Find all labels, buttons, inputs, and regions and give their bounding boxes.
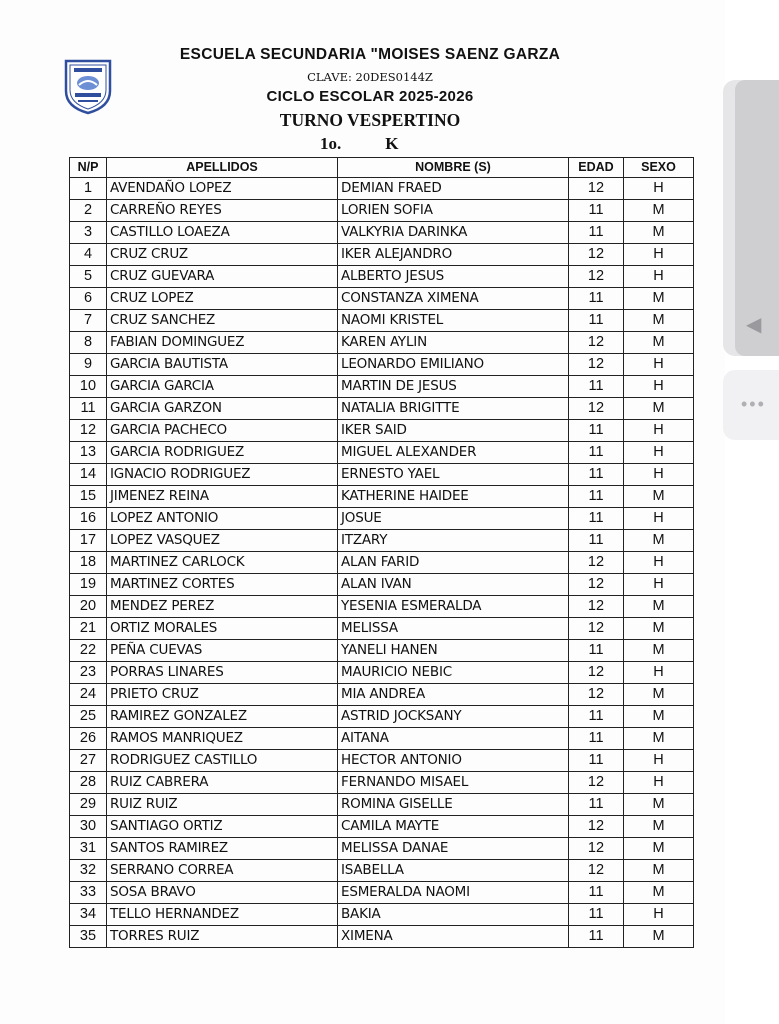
cell-edad: 11 bbox=[569, 508, 624, 530]
cell-np: 4 bbox=[70, 244, 107, 266]
cell-nombre: IKER ALEJANDRO bbox=[338, 244, 569, 266]
cell-nombre: KATHERINE HAIDEE bbox=[338, 486, 569, 508]
cell-edad: 12 bbox=[569, 552, 624, 574]
cell-edad: 12 bbox=[569, 266, 624, 288]
table-row bbox=[70, 662, 694, 684]
cell-sexo: M bbox=[624, 618, 694, 640]
cell-sexo: H bbox=[624, 508, 694, 530]
table-row bbox=[70, 332, 694, 354]
cell-np: 28 bbox=[70, 772, 107, 794]
cell-sexo: M bbox=[624, 684, 694, 706]
table-row bbox=[70, 618, 694, 640]
cell-np: 7 bbox=[70, 310, 107, 332]
table-row bbox=[70, 486, 694, 508]
cell-nombre: LEONARDO EMILIANO bbox=[338, 354, 569, 376]
cell-sexo: M bbox=[624, 310, 694, 332]
cell-nombre: ESMERALDA NAOMI bbox=[338, 882, 569, 904]
cell-sexo: H bbox=[624, 266, 694, 288]
cell-edad: 12 bbox=[569, 596, 624, 618]
grade-label: 1o. bbox=[320, 134, 342, 153]
cell-apellidos: TORRES RUIZ bbox=[107, 926, 338, 948]
table-row bbox=[70, 508, 694, 530]
cell-edad: 11 bbox=[569, 926, 624, 948]
table-row bbox=[70, 860, 694, 882]
cell-np: 19 bbox=[70, 574, 107, 596]
more-icon: ••• bbox=[741, 394, 766, 414]
cell-edad: 11 bbox=[569, 200, 624, 222]
table-row bbox=[70, 376, 694, 398]
cell-apellidos: SANTIAGO ORTIZ bbox=[107, 816, 338, 838]
cell-sexo: M bbox=[624, 398, 694, 420]
table-row bbox=[70, 530, 694, 552]
cell-np: 25 bbox=[70, 706, 107, 728]
cell-np: 24 bbox=[70, 684, 107, 706]
cell-edad: 12 bbox=[569, 684, 624, 706]
table-row bbox=[70, 882, 694, 904]
cell-apellidos: LOPEZ ANTONIO bbox=[107, 508, 338, 530]
cell-sexo: H bbox=[624, 904, 694, 926]
cell-apellidos: PEÑA CUEVAS bbox=[107, 640, 338, 662]
cell-sexo: M bbox=[624, 596, 694, 618]
cell-apellidos: TELLO HERNANDEZ bbox=[107, 904, 338, 926]
cell-edad: 12 bbox=[569, 860, 624, 882]
cell-apellidos: CRUZ CRUZ bbox=[107, 244, 338, 266]
cell-nombre: MELISSA DANAE bbox=[338, 838, 569, 860]
cell-np: 22 bbox=[70, 640, 107, 662]
cell-edad: 11 bbox=[569, 750, 624, 772]
cell-nombre: MIA ANDREA bbox=[338, 684, 569, 706]
cell-apellidos: CRUZ SANCHEZ bbox=[107, 310, 338, 332]
cell-apellidos: CRUZ LOPEZ bbox=[107, 288, 338, 310]
cell-edad: 12 bbox=[569, 354, 624, 376]
cell-apellidos: RUIZ CABRERA bbox=[107, 772, 338, 794]
cell-nombre: NATALIA BRIGITTE bbox=[338, 398, 569, 420]
cell-edad: 11 bbox=[569, 882, 624, 904]
cell-np: 23 bbox=[70, 662, 107, 684]
cell-apellidos: RAMOS MANRIQUEZ bbox=[107, 728, 338, 750]
cell-edad: 11 bbox=[569, 288, 624, 310]
cell-nombre: ALAN FARID bbox=[338, 552, 569, 574]
cell-apellidos: AVENDAÑO LOPEZ bbox=[107, 178, 338, 200]
cell-np: 18 bbox=[70, 552, 107, 574]
cell-nombre: KAREN AYLIN bbox=[338, 332, 569, 354]
cell-edad: 12 bbox=[569, 178, 624, 200]
cell-sexo: H bbox=[624, 772, 694, 794]
cell-apellidos: MENDEZ PEREZ bbox=[107, 596, 338, 618]
cell-apellidos: GARCIA GARZON bbox=[107, 398, 338, 420]
table-row bbox=[70, 464, 694, 486]
cell-sexo: M bbox=[624, 288, 694, 310]
cell-np: 17 bbox=[70, 530, 107, 552]
cell-edad: 11 bbox=[569, 464, 624, 486]
table-row bbox=[70, 552, 694, 574]
cell-sexo: M bbox=[624, 640, 694, 662]
cell-np: 29 bbox=[70, 794, 107, 816]
cell-nombre: YANELI HANEN bbox=[338, 640, 569, 662]
cell-edad: 11 bbox=[569, 706, 624, 728]
cell-np: 20 bbox=[70, 596, 107, 618]
cell-sexo: H bbox=[624, 574, 694, 596]
speaker-icon[interactable]: ◀ bbox=[746, 314, 762, 336]
table-row bbox=[70, 354, 694, 376]
cell-apellidos: LOPEZ VASQUEZ bbox=[107, 530, 338, 552]
cell-sexo: M bbox=[624, 838, 694, 860]
cell-sexo: H bbox=[624, 662, 694, 684]
cell-edad: 12 bbox=[569, 244, 624, 266]
table-row bbox=[70, 728, 694, 750]
table-row bbox=[70, 442, 694, 464]
cell-edad: 12 bbox=[569, 332, 624, 354]
cell-np: 16 bbox=[70, 508, 107, 530]
column-header-edad: EDAD bbox=[569, 158, 624, 178]
cell-apellidos: IGNACIO RODRIGUEZ bbox=[107, 464, 338, 486]
cell-sexo: M bbox=[624, 530, 694, 552]
cell-nombre: MIGUEL ALEXANDER bbox=[338, 442, 569, 464]
table-row bbox=[70, 706, 694, 728]
cell-edad: 11 bbox=[569, 486, 624, 508]
cell-apellidos: PRIETO CRUZ bbox=[107, 684, 338, 706]
cell-sexo: M bbox=[624, 222, 694, 244]
cell-np: 27 bbox=[70, 750, 107, 772]
column-header-nombre: NOMBRE (S) bbox=[338, 158, 569, 178]
table-row bbox=[70, 244, 694, 266]
cell-nombre: CAMILA MAYTE bbox=[338, 816, 569, 838]
cell-sexo: M bbox=[624, 486, 694, 508]
table-row bbox=[70, 266, 694, 288]
cell-np: 11 bbox=[70, 398, 107, 420]
cell-nombre: ERNESTO YAEL bbox=[338, 464, 569, 486]
table-row bbox=[70, 816, 694, 838]
cell-np: 15 bbox=[70, 486, 107, 508]
table-row bbox=[70, 288, 694, 310]
cell-sexo: M bbox=[624, 882, 694, 904]
cell-apellidos: PORRAS LINARES bbox=[107, 662, 338, 684]
cell-nombre: MELISSA bbox=[338, 618, 569, 640]
cell-nombre: NAOMI KRISTEL bbox=[338, 310, 569, 332]
cell-apellidos: CASTILLO LOAEZA bbox=[107, 222, 338, 244]
cell-sexo: H bbox=[624, 244, 694, 266]
cell-apellidos: MARTINEZ CORTES bbox=[107, 574, 338, 596]
cell-nombre: LORIEN SOFIA bbox=[338, 200, 569, 222]
table-row bbox=[70, 904, 694, 926]
cell-nombre: FERNANDO MISAEL bbox=[338, 772, 569, 794]
student-roster-table bbox=[69, 157, 694, 948]
cell-apellidos: CRUZ GUEVARA bbox=[107, 266, 338, 288]
cell-apellidos: GARCIA PACHECO bbox=[107, 420, 338, 442]
cell-np: 31 bbox=[70, 838, 107, 860]
cell-sexo: M bbox=[624, 332, 694, 354]
cell-edad: 11 bbox=[569, 728, 624, 750]
cell-nombre: BAKIA bbox=[338, 904, 569, 926]
table-row bbox=[70, 420, 694, 442]
cell-sexo: M bbox=[624, 706, 694, 728]
cell-apellidos: ORTIZ MORALES bbox=[107, 618, 338, 640]
shift-title: TURNO VESPERTINO bbox=[279, 110, 461, 130]
cell-np: 6 bbox=[70, 288, 107, 310]
cell-np: 13 bbox=[70, 442, 107, 464]
cell-sexo: M bbox=[624, 200, 694, 222]
cell-edad: 11 bbox=[569, 420, 624, 442]
table-row bbox=[70, 750, 694, 772]
cell-np: 26 bbox=[70, 728, 107, 750]
cell-sexo: M bbox=[624, 794, 694, 816]
cell-nombre: ITZARY bbox=[338, 530, 569, 552]
table-row bbox=[70, 398, 694, 420]
cell-nombre: CONSTANZA XIMENA bbox=[338, 288, 569, 310]
cell-np: 1 bbox=[70, 178, 107, 200]
cell-np: 9 bbox=[70, 354, 107, 376]
cell-np: 10 bbox=[70, 376, 107, 398]
cell-sexo: M bbox=[624, 816, 694, 838]
school-year: CICLO ESCOLAR 2025-2026 bbox=[266, 88, 474, 105]
cell-np: 33 bbox=[70, 882, 107, 904]
column-header-np: N/P bbox=[70, 158, 107, 178]
school-clave: CLAVE: 20DES0144Z bbox=[307, 70, 433, 84]
cell-nombre: ALAN IVAN bbox=[338, 574, 569, 596]
cell-apellidos: SERRANO CORREA bbox=[107, 860, 338, 882]
school-logo bbox=[60, 55, 116, 115]
table-header-row bbox=[70, 158, 694, 178]
cell-nombre: IKER SAID bbox=[338, 420, 569, 442]
cell-sexo: M bbox=[624, 926, 694, 948]
column-header-apellidos: APELLIDOS bbox=[107, 158, 338, 178]
cell-nombre: ASTRID JOCKSANY bbox=[338, 706, 569, 728]
cell-sexo: H bbox=[624, 354, 694, 376]
cell-sexo: H bbox=[624, 464, 694, 486]
cell-np: 35 bbox=[70, 926, 107, 948]
cell-apellidos: GARCIA RODRIGUEZ bbox=[107, 442, 338, 464]
cell-np: 3 bbox=[70, 222, 107, 244]
cell-nombre: JOSUE bbox=[338, 508, 569, 530]
cell-edad: 11 bbox=[569, 640, 624, 662]
school-name: ESCUELA SECUNDARIA "MOISES SAENZ GARZA bbox=[179, 46, 561, 63]
cell-np: 14 bbox=[70, 464, 107, 486]
grade-group bbox=[320, 134, 440, 154]
table-row bbox=[70, 222, 694, 244]
table-row bbox=[70, 574, 694, 596]
cell-np: 2 bbox=[70, 200, 107, 222]
table-row bbox=[70, 596, 694, 618]
cell-edad: 12 bbox=[569, 816, 624, 838]
cell-apellidos: FABIAN DOMINGUEZ bbox=[107, 332, 338, 354]
cell-edad: 11 bbox=[569, 530, 624, 552]
cell-sexo: H bbox=[624, 420, 694, 442]
table-row bbox=[70, 838, 694, 860]
cell-apellidos: CARREÑO REYES bbox=[107, 200, 338, 222]
cell-edad: 12 bbox=[569, 772, 624, 794]
cell-np: 12 bbox=[70, 420, 107, 442]
cell-edad: 11 bbox=[569, 310, 624, 332]
cell-sexo: H bbox=[624, 178, 694, 200]
cell-edad: 12 bbox=[569, 398, 624, 420]
cell-nombre: XIMENA bbox=[338, 926, 569, 948]
cell-edad: 12 bbox=[569, 662, 624, 684]
cell-apellidos: RODRIGUEZ CASTILLO bbox=[107, 750, 338, 772]
table-row bbox=[70, 178, 694, 200]
cell-nombre: ISABELLA bbox=[338, 860, 569, 882]
cell-np: 30 bbox=[70, 816, 107, 838]
group-label: K bbox=[385, 134, 399, 153]
cell-nombre: MARTIN DE JESUS bbox=[338, 376, 569, 398]
cell-edad: 12 bbox=[569, 574, 624, 596]
column-header-sexo: SEXO bbox=[624, 158, 694, 178]
cell-np: 21 bbox=[70, 618, 107, 640]
cell-nombre: VALKYRIA DARINKA bbox=[338, 222, 569, 244]
cell-nombre: MAURICIO NEBIC bbox=[338, 662, 569, 684]
cell-nombre: DEMIAN FRAED bbox=[338, 178, 569, 200]
cell-edad: 11 bbox=[569, 442, 624, 464]
more-options-button[interactable] bbox=[723, 370, 779, 440]
table-row bbox=[70, 310, 694, 332]
cell-np: 8 bbox=[70, 332, 107, 354]
cell-edad: 11 bbox=[569, 222, 624, 244]
table-row bbox=[70, 772, 694, 794]
cell-apellidos: JIMENEZ REINA bbox=[107, 486, 338, 508]
cell-edad: 11 bbox=[569, 376, 624, 398]
cell-np: 5 bbox=[70, 266, 107, 288]
cell-nombre: HECTOR ANTONIO bbox=[338, 750, 569, 772]
table-row bbox=[70, 640, 694, 662]
cell-apellidos: SOSA BRAVO bbox=[107, 882, 338, 904]
cell-nombre: AITANA bbox=[338, 728, 569, 750]
cell-edad: 11 bbox=[569, 904, 624, 926]
table-row bbox=[70, 200, 694, 222]
cell-sexo: M bbox=[624, 860, 694, 882]
cell-nombre: ALBERTO JESUS bbox=[338, 266, 569, 288]
cell-np: 34 bbox=[70, 904, 107, 926]
cell-sexo: H bbox=[624, 442, 694, 464]
cell-edad: 12 bbox=[569, 618, 624, 640]
cell-np: 32 bbox=[70, 860, 107, 882]
cell-sexo: H bbox=[624, 552, 694, 574]
cell-sexo: M bbox=[624, 728, 694, 750]
cell-apellidos: MARTINEZ CARLOCK bbox=[107, 552, 338, 574]
cell-edad: 11 bbox=[569, 794, 624, 816]
cell-sexo: H bbox=[624, 750, 694, 772]
cell-apellidos: GARCIA GARCIA bbox=[107, 376, 338, 398]
cell-sexo: H bbox=[624, 376, 694, 398]
table-row bbox=[70, 926, 694, 948]
cell-nombre: ROMINA GISELLE bbox=[338, 794, 569, 816]
cell-apellidos: RAMIREZ GONZALEZ bbox=[107, 706, 338, 728]
cell-nombre: YESENIA ESMERALDA bbox=[338, 596, 569, 618]
cell-apellidos: SANTOS RAMIREZ bbox=[107, 838, 338, 860]
table-row bbox=[70, 794, 694, 816]
cell-apellidos: RUIZ RUIZ bbox=[107, 794, 338, 816]
table-row bbox=[70, 684, 694, 706]
cell-edad: 12 bbox=[569, 838, 624, 860]
cell-apellidos: GARCIA BAUTISTA bbox=[107, 354, 338, 376]
